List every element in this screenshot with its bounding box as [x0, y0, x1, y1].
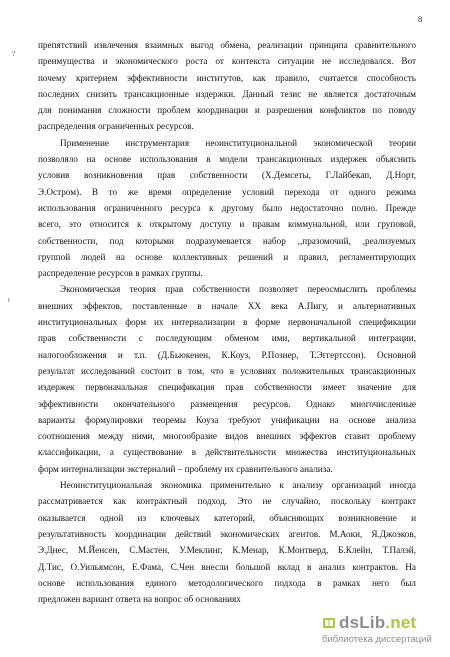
- text-line: рассматривается как контрактный подход. Это не случайно, поскольку контракт: [38, 496, 416, 507]
- paragraph: [38, 37, 416, 135]
- text-line: использования ограниченного ресурса к другому было недостаточно полно. Прежде: [38, 202, 416, 213]
- page-number: 8: [418, 14, 423, 24]
- text-line: результат исследований состоит в том, что в условиях положительных трансакционных: [38, 365, 416, 376]
- text-line: последних снизить трансакционные издержки. Данный тезис не является достаточным: [38, 88, 416, 99]
- watermark-subtitle: библиотека диссертаций: [322, 634, 432, 645]
- document-body: [38, 37, 416, 607]
- text-line: результативность координации действий экономических агентов. М.Аоки, Я.Джоэков,: [38, 528, 416, 539]
- text-line: для понимания сложности проблем координации и разрешения конфликтов по поводу: [38, 105, 416, 116]
- text-line: варианты формулировки теоремы Коуза требуют унификации на основе анализа: [38, 414, 416, 425]
- text-line: позволяло на основе использования в модели трансакционных издержек объяснить: [38, 154, 416, 165]
- text-line: Экономическая теория прав собственности позволяет переосмыслить проблемы: [60, 284, 416, 295]
- text-line: внешних эффектов, поставленные в начале XX века А.Пигу, и альтернативных: [38, 300, 416, 311]
- text-line: собственности, под которыми подразумевается набор ,,празомочий, ,реализуемых: [38, 235, 416, 246]
- text-line: распределения ограниченных ресурсов.: [38, 121, 194, 132]
- text-line: институциональных форм их интернализации в форме первоначальной спецификации: [38, 317, 416, 328]
- text-line: издержек первоначальная спецификация прав собственности имеет значение для: [38, 382, 416, 393]
- margin-mark: t: [8, 296, 10, 304]
- text-line: группой людей на основе коллективных решений и правил, регламентирующих: [38, 251, 416, 262]
- watermark-site-name: dsLib.net: [339, 613, 417, 632]
- text-line: распределение ресурсов в рамках группы.: [38, 268, 203, 279]
- dslib-logo-icon: [322, 616, 336, 630]
- text-line: соотношения между ними, многообразие видов внешних эффектов ставит проблему: [38, 431, 416, 442]
- text-line: препятствий извлечения взаимных выгод обмена, реализации принципа сравнительного: [38, 40, 416, 50]
- text-line: прав собственности с последующим обменом ими, вертикальной интеграции,: [38, 333, 416, 344]
- text-line: предложен вариант ответа на вопрос об основаниях: [38, 594, 241, 605]
- text-line: классификации, а существование в действительности множества институциональных: [38, 447, 416, 458]
- text-line: эффективности окончательного размещения ресурсов. Однако многочисленные: [38, 398, 416, 409]
- paragraph: [38, 477, 416, 607]
- margin-mark: ?: [12, 50, 16, 58]
- text-line: Применение инструментария неоинституциональной экономической теории: [60, 137, 416, 148]
- text-line: Э.Днес, М.Йенсен, С.Мастен, У.Меклинг, К.Менар, К.Монтверд, Б.Клейн, Т.Палэй,: [38, 545, 416, 556]
- text-line: Неоинституциональная экономика применительно к анализу организаций иногда: [60, 480, 416, 491]
- text-line: преимущества и экономического роста от контекста ситуации не исследовался. Вот: [38, 56, 416, 67]
- paragraph: [38, 281, 416, 477]
- text-line: основе использования единого методологического подхода в рамках него был: [38, 577, 416, 588]
- text-line: налогообложения и т.п. (Д.Бьюкенен, К.Коуз, Р.Познер, Т.Эггертссон). Основной: [38, 349, 416, 360]
- paragraph: [38, 135, 416, 282]
- dslib-watermark[interactable]: [322, 613, 446, 653]
- text-line: почему критерием эффективности институтов, как правило, считается способность: [38, 72, 416, 83]
- text-line: оказывается одной из ключевых категорий, объясняющих возникновение и: [38, 512, 416, 523]
- text-line: условия возникновения прав собственности (Х.Демсеты, Г.Лайбекап, Д.Норт,: [38, 170, 416, 181]
- text-line: Д.Тис, О.Уильямсон, Е.Фама, С.Чен внесли большой вклад в анализ контрактов. На: [38, 561, 416, 572]
- text-line: Э.Остром). В то же время определение условий перехода от одного режима: [38, 186, 416, 197]
- text-line: форм интернализации экстерналий – проблему их сравнительного анализа.: [38, 463, 333, 474]
- text-line: всего, это относится к открытому доступу и правам коммунальной, или груповой,: [38, 219, 416, 230]
